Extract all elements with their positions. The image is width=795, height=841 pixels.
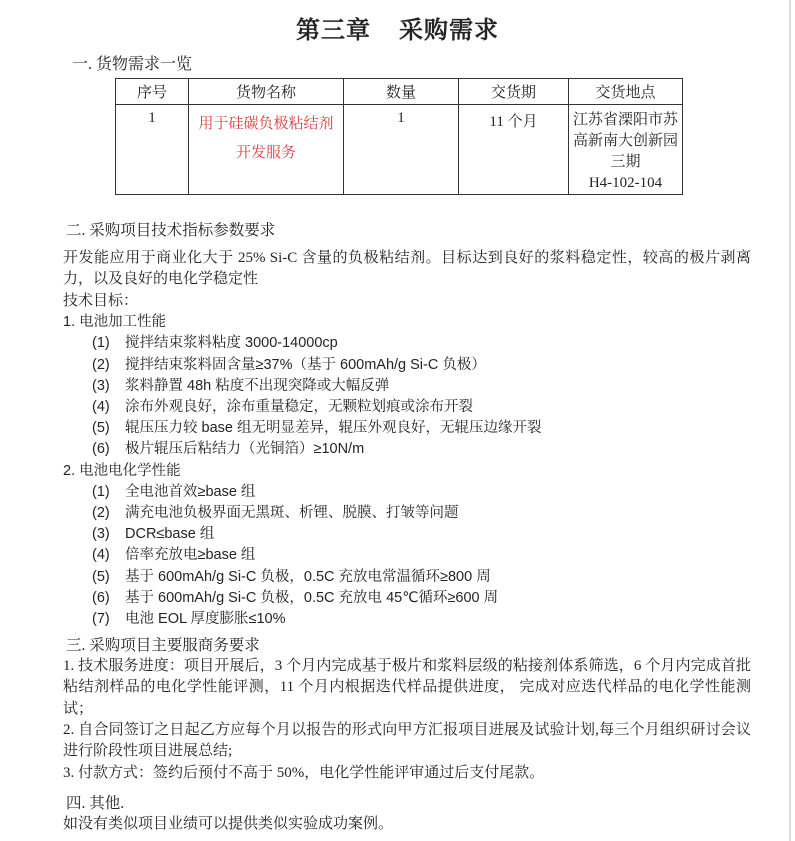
col-header-qty: 数量 (344, 79, 459, 105)
location-line: 高新南大创新园 (572, 133, 678, 149)
section-tech-heading: 二. 采购项目技术指标参数要求 (66, 222, 276, 239)
item-text: 满充电池负极界面无黑斑、析锂、脱膜、打皱等问题 (125, 504, 459, 521)
cell-qty: 1 (344, 105, 459, 195)
item-number: (2) (92, 504, 110, 521)
item-text: 电池 EOL 厚度膨胀≤10% (125, 610, 286, 627)
group-title-processing: 1. 电池加工性能 (63, 314, 167, 331)
item-text: 基于 600mAh/g Si-C 负极，0.5C 充放电常温循环≥800 周 (125, 568, 491, 585)
list-item (63, 355, 751, 376)
item-text: 辊压压力较 base 组无明显差异，辊压外观良好，无辊压边缘开裂 (125, 420, 542, 437)
goods-table-row (116, 105, 683, 195)
section-goods-heading: 一. 货物需求一览 (72, 56, 193, 73)
list-item (63, 609, 751, 630)
goods-table (115, 78, 683, 195)
list-item (63, 503, 751, 524)
item-text: 全电池首效≥base 组 (125, 483, 256, 500)
item-number: (4) (92, 547, 110, 564)
item-number: (6) (92, 589, 110, 606)
item-text: 基于 600mAh/g Si-C 负极，0.5C 充放电 45℃循环≥600 周 (125, 589, 499, 606)
goods-name-line: 开发服务 (235, 145, 296, 161)
item-text: 涂布外观良好，涂布重量稳定，无颗粒划痕或涂布开裂 (125, 398, 473, 415)
col-header-seq: 序号 (116, 79, 189, 105)
list-item (63, 524, 751, 545)
item-number: (2) (92, 356, 110, 373)
item-number: (7) (92, 610, 110, 627)
title-label: 采购需求 (399, 18, 499, 44)
goods-table-header-row (116, 79, 683, 105)
item-number: (1) (92, 483, 110, 500)
location-line: 三期 (610, 154, 641, 170)
item-number: (3) (92, 377, 110, 394)
section-other-heading: 四. 其他. (66, 794, 125, 812)
item-number: (4) (92, 398, 110, 415)
location-line: 江苏省溧阳市苏 (572, 112, 678, 128)
cell-location (569, 105, 683, 195)
cell-period: 11 个月 (459, 105, 569, 195)
col-header-location: 交货地点 (569, 79, 683, 105)
item-number: (3) (92, 526, 110, 543)
page-title (0, 16, 795, 46)
item-number: (5) (92, 420, 110, 437)
commercial-item: 3. 付款方式：签约后预付不高于 50%，电化学性能评审通过后支付尾款。 (63, 764, 545, 781)
goods-name-line: 用于硅碳负极粘结剂 (198, 116, 334, 132)
list-item (63, 333, 751, 354)
tech-intro: 开发能应用于商业化大于 25% Si-C 含量的负极粘结剂。目标达到良好的浆料稳定性，较高的极片剥离力，以及良好的电化学稳定性 (63, 250, 751, 288)
item-number: (1) (92, 335, 110, 352)
tech-goal-label: 技术目标： (63, 292, 139, 309)
commercial-item: 2. 自合同签订之日起乙方应每个月以报告的形式向甲方汇报项目进展及试验计划,每三个月组织研讨会议进行阶段性项目进展总结; (63, 722, 751, 760)
chapter-label: 第三章 (296, 18, 371, 44)
group-title-electrochem: 2. 电池电化学性能 (63, 462, 181, 479)
item-number: (5) (92, 568, 110, 585)
item-text: 浆料静置 48h 粘度不出现突降或大幅反弹 (125, 377, 390, 394)
list-item (63, 397, 751, 418)
list-item (63, 567, 751, 588)
item-text: 搅拌结束浆料粘度 3000-14000cp (125, 335, 338, 352)
cell-goods-name (189, 105, 344, 195)
list-item (63, 418, 751, 439)
other-text: 如没有类似项目业绩可以提供类似实验成功案例。 (63, 815, 394, 832)
item-number: (6) (92, 441, 110, 458)
list-item (63, 376, 751, 397)
item-text: 搅拌结束浆料固含量≥37%（基于 600mAh/g Si-C 负极） (125, 356, 486, 373)
commercial-item: 1. 技术服务进度：项目开展后，3 个月内完成基于极片和浆料层级的粘接剂体系筛选，6 个月内完成首批粘结剂样品的电化学性能评测，11 个月内根据迭代样品提供进度， 完成对应迭代样品的电化学性能测试； (63, 658, 751, 717)
cell-seq: 1 (116, 105, 189, 195)
list-item (63, 439, 751, 460)
col-header-name: 货物名称 (189, 79, 344, 105)
list-item (63, 482, 751, 503)
location-line: H4-102-104 (588, 175, 663, 191)
item-text: 极片辊压后粘结力（光铜箔）≥10N/m (125, 441, 365, 458)
list-item (63, 545, 751, 566)
page-right-edge (789, 0, 791, 841)
item-text: 倍率充放电≥base 组 (125, 547, 256, 564)
list-item (63, 588, 751, 609)
section-commercial-heading: 三. 采购项目主要服商务要求 (66, 637, 260, 655)
col-header-period: 交货期 (459, 79, 569, 105)
item-text: DCR≤base 组 (125, 526, 215, 543)
